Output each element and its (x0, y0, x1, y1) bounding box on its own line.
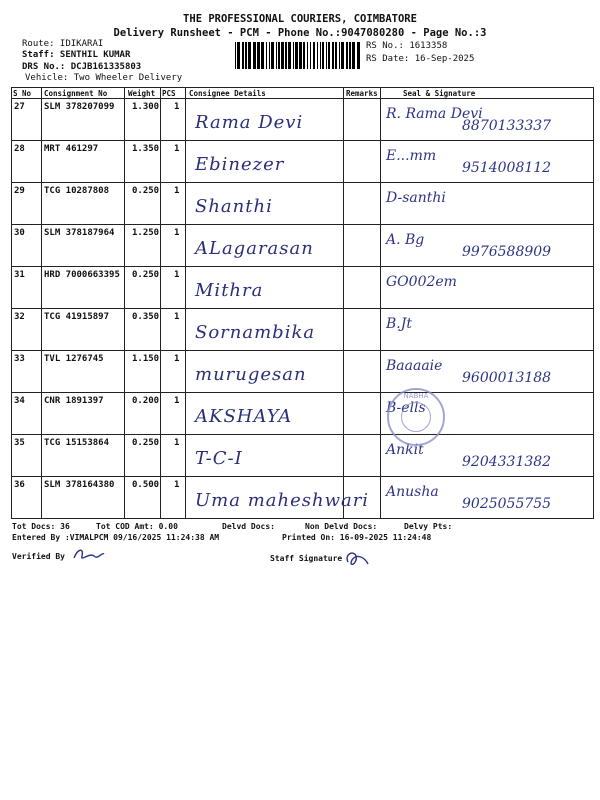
barcode-bar (339, 42, 340, 69)
table-row-divider (11, 392, 593, 393)
weight-value: 1.300 (132, 102, 160, 112)
weight-value: 1.150 (132, 354, 160, 364)
table-row-divider (11, 434, 593, 435)
signature-handwritten: B.Jt (386, 316, 412, 332)
barcode-bar (317, 42, 318, 69)
barcode-bar (313, 42, 315, 69)
pcs-value: 1 (174, 312, 180, 322)
barcode-bar (276, 42, 277, 69)
row-sno: 31 (14, 270, 25, 280)
col-header-consignment: Consignment No (44, 89, 108, 98)
table-column-divider (124, 87, 125, 519)
weight-value: 1.250 (132, 228, 160, 238)
barcode-image (235, 42, 361, 69)
weight-value: 1.350 (132, 144, 160, 154)
consignment-number: TCG 15153864 (44, 438, 110, 448)
signature-handwritten: B-ells (386, 400, 426, 416)
barcode-bar (332, 42, 334, 69)
phone-handwritten: 9976588909 (462, 244, 552, 260)
consignment-number: HRD 7000663395 (44, 270, 120, 280)
weight-value: 0.500 (132, 480, 160, 490)
weight-value: 0.250 (132, 438, 160, 448)
signature-handwritten: R. Rama Devi (386, 106, 483, 122)
runsheet-subtitle: Delivery Runsheet - PCM - Phone No.:9047080280 - Page No.:3 (113, 27, 487, 39)
consignment-number: CNR 1891397 (44, 396, 104, 406)
table-row-divider (11, 140, 593, 141)
signature-handwritten: A. Bg (386, 232, 425, 248)
pcs-value: 1 (174, 354, 180, 364)
table-row-divider (11, 87, 593, 88)
consignment-number: TCG 10287808 (44, 186, 110, 196)
pcs-value: 1 (174, 228, 180, 238)
table-column-divider (11, 87, 12, 519)
barcode-bar (293, 42, 294, 69)
signature-handwritten: GO002em (386, 274, 457, 290)
signature-handwritten: Anusha (386, 484, 439, 500)
col-header-weight: Weight (128, 89, 156, 98)
col-header-pcs: PCS (162, 89, 176, 98)
phone-handwritten: 9600013188 (462, 370, 552, 386)
consignee-handwritten: T-C-I (195, 448, 243, 469)
non-delivered-docs: Non Delvd Docs: (305, 522, 378, 531)
barcode-bar (341, 42, 344, 69)
pcs-value: 1 (174, 396, 180, 406)
row-sno: 35 (14, 438, 25, 448)
barcode-bar (266, 42, 267, 69)
consignment-number: SLM 378187964 (44, 228, 115, 238)
barcode-bar (310, 42, 311, 69)
row-sno: 27 (14, 102, 25, 112)
barcode-bar (349, 42, 351, 69)
consignee-handwritten: Uma maheshwari (195, 490, 370, 511)
weight-value: 0.350 (132, 312, 160, 322)
row-sno: 36 (14, 480, 25, 490)
pcs-value: 1 (174, 270, 180, 280)
weight-value: 0.250 (132, 270, 160, 280)
barcode-bar (261, 42, 264, 69)
pcs-value: 1 (174, 102, 180, 112)
col-header-remarks: Remarks (346, 89, 378, 98)
row-sno: 32 (14, 312, 25, 322)
barcode-bar (245, 42, 247, 69)
barcode-bar (322, 42, 324, 69)
consignment-number: SLM 378207099 (44, 102, 115, 112)
delivered-docs: Delvd Docs: (222, 522, 275, 531)
barcode-bar (271, 42, 274, 69)
col-header-seal-signature: Seal & Signature (403, 89, 476, 98)
barcode-bar (242, 42, 244, 69)
pcs-value: 1 (174, 144, 180, 154)
barcode-bar (326, 42, 327, 69)
barcode-bar (295, 42, 298, 69)
table-row-divider (11, 98, 593, 99)
barcode-bar (281, 42, 284, 69)
row-sno: 28 (14, 144, 25, 154)
signature-handwritten: E...mm (386, 148, 437, 164)
table-row-divider (11, 308, 593, 309)
barcode-bar (237, 42, 240, 69)
staff-signature-mark (342, 548, 372, 570)
table-column-divider (160, 87, 161, 519)
rs-number: RS No.: 1613358 (366, 41, 448, 51)
table-column-divider (185, 87, 186, 519)
consignee-handwritten: Ebinezer (195, 154, 285, 175)
table-column-divider (343, 87, 344, 519)
signature-handwritten: Ankit (386, 442, 424, 458)
total-cod-amount: Tot COD Amt: 0.00 (96, 522, 178, 531)
table-row-divider (11, 518, 593, 519)
barcode-bar (235, 42, 236, 69)
weight-value: 0.200 (132, 396, 160, 406)
signature-handwritten: Baaaaie (386, 358, 443, 374)
consignment-number: TCG 41915897 (44, 312, 110, 322)
barcode-bar (257, 42, 260, 69)
table-column-divider (593, 87, 594, 519)
delivery-points: Delvy Pts: (404, 522, 453, 531)
table-row-divider (11, 476, 593, 477)
consignee-handwritten: Sornambika (195, 322, 316, 343)
barcode-bar (303, 42, 305, 69)
barcode-bar (307, 42, 308, 69)
pcs-value: 1 (174, 438, 180, 448)
barcode-bar (335, 42, 337, 69)
col-header-consignee: Consignee Details (189, 89, 266, 98)
barcode-bar (253, 42, 256, 69)
barcode-bar (299, 42, 302, 69)
consignment-number: SLM 378164380 (44, 480, 115, 490)
barcode-bar (269, 42, 270, 69)
pcs-value: 1 (174, 480, 180, 490)
consignment-number: TVL 1276745 (44, 354, 104, 364)
table-column-divider (380, 87, 381, 519)
seal-stamp-text: NABHA (403, 392, 429, 400)
consignee-handwritten: Mithra (195, 280, 264, 301)
signature-handwritten: D-santhi (386, 190, 446, 206)
barcode-bar (320, 42, 321, 69)
company-title: THE PROFESSIONAL COURIERS, COIMBATORE (183, 13, 417, 25)
barcode-bar (346, 42, 348, 69)
entered-by: Entered By :VIMALPCM 09/16/2025 11:24:38 AM (12, 533, 220, 542)
rs-date: RS Date: 16-Sep-2025 (366, 54, 475, 64)
row-sno: 34 (14, 396, 25, 406)
phone-handwritten: 9514008112 (462, 160, 552, 176)
phone-handwritten: 9204331382 (462, 454, 552, 470)
seal-stamp-inner-ring (401, 402, 431, 432)
table-row-divider (11, 182, 593, 183)
phone-handwritten: 8870133337 (462, 118, 552, 134)
row-sno: 33 (14, 354, 25, 364)
consignee-handwritten: AKSHAYA (195, 406, 293, 427)
table-column-divider (41, 87, 42, 519)
barcode-bar (357, 42, 360, 69)
consignee-handwritten: ALagarasan (195, 238, 314, 259)
printed-on: Printed On: 16-09-2025 11:24:48 (282, 533, 432, 542)
barcode-bar (352, 42, 355, 69)
phone-handwritten: 9025055755 (462, 496, 552, 512)
verified-by-label: Verified By (12, 552, 65, 561)
staff-label: Staff: SENTHIL KUMAR (22, 50, 131, 60)
consignment-number: MRT 461297 (44, 144, 99, 154)
drs-label: DRS No.: DCJB161335803 (22, 62, 142, 72)
barcode-bar (328, 42, 330, 69)
consignee-handwritten: Rama Devi (195, 112, 304, 133)
table-row-divider (11, 224, 593, 225)
route-label: Route: IDIKARAI (22, 39, 104, 49)
vehicle-label: Vehicle: Two Wheeler Delivery (25, 73, 183, 83)
table-row-divider (11, 350, 593, 351)
verified-by-signature (72, 546, 106, 564)
total-docs: Tot Docs: 36 (12, 522, 70, 531)
row-sno: 30 (14, 228, 25, 238)
consignee-handwritten: murugesan (195, 364, 307, 385)
barcode-bar (248, 42, 251, 69)
staff-signature-label: Staff Signature (270, 554, 343, 563)
col-header-sno: S No (13, 89, 32, 98)
seal-stamp (387, 388, 445, 446)
table-row-divider (11, 266, 593, 267)
consignee-handwritten: Shanthi (195, 196, 273, 217)
pcs-value: 1 (174, 186, 180, 196)
barcode-bar (278, 42, 280, 69)
row-sno: 29 (14, 186, 25, 196)
barcode-bar (285, 42, 287, 69)
barcode-bar (288, 42, 291, 69)
weight-value: 0.250 (132, 186, 160, 196)
